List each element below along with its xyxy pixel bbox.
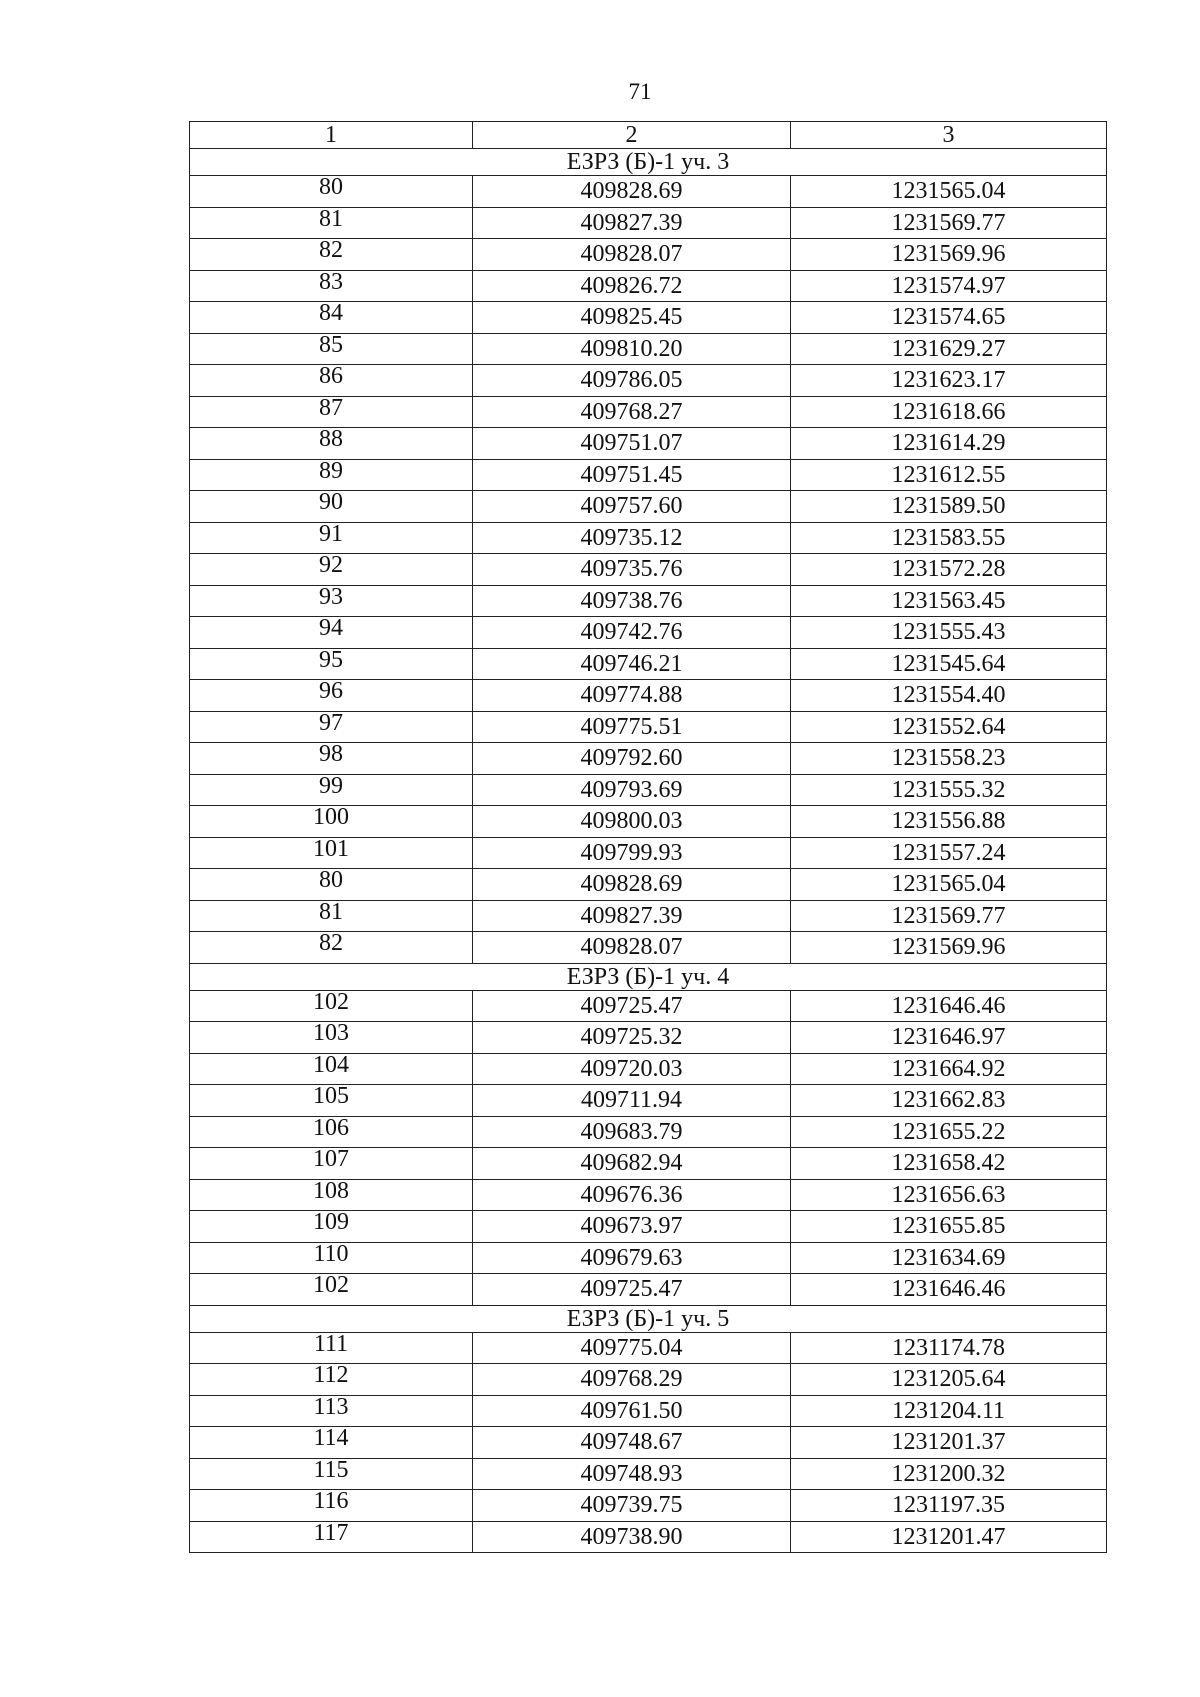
point-number-cell — [190, 176, 473, 208]
table-row — [190, 1148, 1107, 1180]
table-row — [190, 333, 1107, 365]
y-coordinate-cell: 1231574.65 — [791, 302, 1107, 334]
x-coordinate-cell: 409828.07 — [473, 932, 791, 964]
table-row — [190, 522, 1107, 554]
point-number: 93 — [319, 583, 343, 610]
point-number-cell — [190, 1427, 473, 1459]
y-coordinate-cell: 1231197.35 — [791, 1490, 1107, 1522]
point-number: 105 — [313, 1083, 349, 1110]
x-coordinate-cell: 409786.05 — [473, 365, 791, 397]
y-coordinate-cell: 1231655.85 — [791, 1211, 1107, 1243]
x-coordinate-cell: 409711.94 — [473, 1085, 791, 1117]
table-row — [190, 1085, 1107, 1117]
point-number-cell — [190, 1148, 473, 1180]
point-number-cell — [190, 207, 473, 239]
point-number-cell — [190, 1274, 473, 1306]
table-row — [190, 932, 1107, 964]
y-coordinate-cell: 1231583.55 — [791, 522, 1107, 554]
y-coordinate-cell: 1231555.43 — [791, 617, 1107, 649]
point-number-cell — [190, 1242, 473, 1274]
x-coordinate-cell: 409746.21 — [473, 648, 791, 680]
x-coordinate-cell: 409828.69 — [473, 869, 791, 901]
x-coordinate-cell: 409679.63 — [473, 1242, 791, 1274]
point-number: 88 — [319, 426, 343, 453]
point-number: 106 — [313, 1114, 349, 1141]
y-coordinate-cell: 1231565.04 — [791, 869, 1107, 901]
x-coordinate-cell: 409683.79 — [473, 1116, 791, 1148]
y-coordinate-cell: 1231662.83 — [791, 1085, 1107, 1117]
point-number: 91 — [319, 520, 343, 547]
y-coordinate-cell: 1231545.64 — [791, 648, 1107, 680]
point-number: 98 — [319, 741, 343, 768]
point-number: 103 — [313, 1020, 349, 1047]
x-coordinate-cell: 409735.12 — [473, 522, 791, 554]
header-col-3: 3 — [791, 122, 1107, 149]
header-col-1: 1 — [190, 122, 473, 149]
table-row — [190, 1490, 1107, 1522]
point-number: 111 — [313, 1330, 349, 1357]
point-number-cell — [190, 1521, 473, 1553]
page-number: 71 — [628, 79, 652, 104]
point-number: 97 — [319, 709, 343, 736]
table-row — [190, 239, 1107, 271]
table-row — [190, 428, 1107, 460]
point-number-cell — [190, 1364, 473, 1396]
point-number: 95 — [319, 646, 343, 673]
point-number: 87 — [319, 394, 343, 421]
x-coordinate-cell: 409799.93 — [473, 837, 791, 869]
y-coordinate-cell: 1231589.50 — [791, 491, 1107, 523]
point-number-cell — [190, 1116, 473, 1148]
table-row — [190, 270, 1107, 302]
table-row — [190, 617, 1107, 649]
point-number: 89 — [319, 457, 343, 484]
y-coordinate-cell: 1231557.24 — [791, 837, 1107, 869]
point-number-cell — [190, 711, 473, 743]
table-row — [190, 837, 1107, 869]
x-coordinate-cell: 409792.60 — [473, 743, 791, 775]
point-number: 80 — [319, 867, 343, 894]
point-number-cell — [190, 743, 473, 775]
table-row — [190, 990, 1107, 1022]
table-row — [190, 1053, 1107, 1085]
x-coordinate-cell: 409738.90 — [473, 1521, 791, 1553]
x-coordinate-cell: 409761.50 — [473, 1395, 791, 1427]
point-number-cell — [190, 1053, 473, 1085]
point-number: 112 — [313, 1362, 349, 1389]
point-number: 90 — [319, 489, 343, 516]
table-row — [190, 1211, 1107, 1243]
x-coordinate-cell: 409751.07 — [473, 428, 791, 460]
y-coordinate-cell: 1231565.04 — [791, 176, 1107, 208]
x-coordinate-cell: 409828.07 — [473, 239, 791, 271]
table-row — [190, 1458, 1107, 1490]
point-number-cell — [190, 617, 473, 649]
point-number-cell — [190, 932, 473, 964]
coordinates-table — [189, 121, 1107, 1553]
table-row — [190, 711, 1107, 743]
x-coordinate-cell: 409793.69 — [473, 774, 791, 806]
y-coordinate-cell: 1231658.42 — [791, 1148, 1107, 1180]
y-coordinate-cell: 1231558.23 — [791, 743, 1107, 775]
table-row — [190, 680, 1107, 712]
table-row — [190, 1022, 1107, 1054]
header-col-2: 2 — [473, 122, 791, 149]
table-row — [190, 774, 1107, 806]
table-row — [190, 1242, 1107, 1274]
point-number: 82 — [319, 237, 343, 264]
point-number: 101 — [313, 835, 349, 862]
point-number: 114 — [313, 1425, 349, 1452]
section-row — [190, 1305, 1107, 1332]
table-row — [190, 365, 1107, 397]
point-number-cell — [190, 774, 473, 806]
table-row — [190, 176, 1107, 208]
point-number: 96 — [319, 678, 343, 705]
table-row — [190, 1332, 1107, 1364]
x-coordinate-cell: 409757.60 — [473, 491, 791, 523]
table-header-row — [190, 122, 1107, 149]
x-coordinate-cell: 409673.97 — [473, 1211, 791, 1243]
point-number: 110 — [313, 1240, 349, 1267]
point-number-cell — [190, 554, 473, 586]
y-coordinate-cell: 1231200.32 — [791, 1458, 1107, 1490]
point-number: 115 — [313, 1456, 349, 1483]
x-coordinate-cell: 409739.75 — [473, 1490, 791, 1522]
point-number: 102 — [313, 988, 349, 1015]
y-coordinate-cell: 1231572.28 — [791, 554, 1107, 586]
y-coordinate-cell: 1231554.40 — [791, 680, 1107, 712]
point-number-cell — [190, 459, 473, 491]
table-row — [190, 1116, 1107, 1148]
point-number-cell — [190, 837, 473, 869]
point-number: 92 — [319, 552, 343, 579]
point-number-cell — [190, 648, 473, 680]
point-number: 81 — [319, 205, 343, 232]
point-number-cell — [190, 522, 473, 554]
point-number: 86 — [319, 363, 343, 390]
point-number: 85 — [319, 331, 343, 358]
point-number-cell — [190, 333, 473, 365]
y-coordinate-cell: 1231569.77 — [791, 207, 1107, 239]
x-coordinate-cell: 409768.29 — [473, 1364, 791, 1396]
y-coordinate-cell: 1231664.92 — [791, 1053, 1107, 1085]
x-coordinate-cell: 409775.04 — [473, 1332, 791, 1364]
y-coordinate-cell: 1231646.46 — [791, 990, 1107, 1022]
point-number-cell — [190, 585, 473, 617]
y-coordinate-cell: 1231555.32 — [791, 774, 1107, 806]
y-coordinate-cell: 1231574.97 — [791, 270, 1107, 302]
point-number-cell — [190, 1458, 473, 1490]
x-coordinate-cell: 409826.72 — [473, 270, 791, 302]
point-number-cell — [190, 239, 473, 271]
point-number-cell — [190, 1332, 473, 1364]
table-row — [190, 1364, 1107, 1396]
table-row — [190, 207, 1107, 239]
y-coordinate-cell: 1231656.63 — [791, 1179, 1107, 1211]
point-number-cell — [190, 1179, 473, 1211]
table-row — [190, 459, 1107, 491]
point-number-cell — [190, 491, 473, 523]
point-number-cell — [190, 1211, 473, 1243]
point-number: 83 — [319, 268, 343, 295]
x-coordinate-cell: 409827.39 — [473, 207, 791, 239]
table-row — [190, 1179, 1107, 1211]
y-coordinate-cell: 1231655.22 — [791, 1116, 1107, 1148]
table-row — [190, 585, 1107, 617]
x-coordinate-cell: 409748.67 — [473, 1427, 791, 1459]
x-coordinate-cell: 409800.03 — [473, 806, 791, 838]
point-number: 94 — [319, 615, 343, 642]
point-number: 81 — [319, 898, 343, 925]
x-coordinate-cell: 409751.45 — [473, 459, 791, 491]
table-row — [190, 869, 1107, 901]
x-coordinate-cell: 409810.20 — [473, 333, 791, 365]
table-row — [190, 1521, 1107, 1553]
point-number-cell — [190, 1085, 473, 1117]
point-number-cell — [190, 806, 473, 838]
section-row — [190, 149, 1107, 176]
y-coordinate-cell: 1231623.17 — [791, 365, 1107, 397]
x-coordinate-cell: 409682.94 — [473, 1148, 791, 1180]
table-row — [190, 491, 1107, 523]
point-number-cell — [190, 869, 473, 901]
y-coordinate-cell: 1231614.29 — [791, 428, 1107, 460]
x-coordinate-cell: 409774.88 — [473, 680, 791, 712]
table-row — [190, 806, 1107, 838]
point-number: 108 — [313, 1177, 349, 1204]
point-number: 102 — [313, 1272, 349, 1299]
x-coordinate-cell: 409775.51 — [473, 711, 791, 743]
point-number: 80 — [319, 174, 343, 201]
y-coordinate-cell: 1231201.47 — [791, 1521, 1107, 1553]
section-title: ЕЗРЗ (Б)-1 уч. 3 — [190, 149, 1107, 176]
x-coordinate-cell: 409742.76 — [473, 617, 791, 649]
x-coordinate-cell: 409725.47 — [473, 1274, 791, 1306]
point-number-cell — [190, 990, 473, 1022]
y-coordinate-cell: 1231174.78 — [791, 1332, 1107, 1364]
point-number: 116 — [313, 1488, 349, 1515]
y-coordinate-cell: 1231569.96 — [791, 932, 1107, 964]
y-coordinate-cell: 1231201.37 — [791, 1427, 1107, 1459]
y-coordinate-cell: 1231634.69 — [791, 1242, 1107, 1274]
y-coordinate-cell: 1231204.11 — [791, 1395, 1107, 1427]
y-coordinate-cell: 1231552.64 — [791, 711, 1107, 743]
point-number: 100 — [313, 804, 349, 831]
y-coordinate-cell: 1231569.77 — [791, 900, 1107, 932]
x-coordinate-cell: 409738.76 — [473, 585, 791, 617]
point-number-cell — [190, 365, 473, 397]
point-number-cell — [190, 396, 473, 428]
point-number-cell — [190, 270, 473, 302]
point-number: 84 — [319, 300, 343, 327]
x-coordinate-cell: 409768.27 — [473, 396, 791, 428]
coordinates-table-body — [190, 122, 1107, 1553]
point-number-cell — [190, 428, 473, 460]
table-row — [190, 900, 1107, 932]
table-row — [190, 743, 1107, 775]
table-row — [190, 648, 1107, 680]
table-row — [190, 554, 1107, 586]
section-title: ЕЗРЗ (Б)-1 уч. 4 — [190, 963, 1107, 990]
point-number-cell — [190, 1022, 473, 1054]
table-row — [190, 302, 1107, 334]
x-coordinate-cell: 409827.39 — [473, 900, 791, 932]
point-number: 107 — [313, 1146, 349, 1173]
table-row — [190, 1274, 1107, 1306]
point-number-cell — [190, 680, 473, 712]
x-coordinate-cell: 409676.36 — [473, 1179, 791, 1211]
x-coordinate-cell: 409735.76 — [473, 554, 791, 586]
y-coordinate-cell: 1231629.27 — [791, 333, 1107, 365]
point-number: 82 — [319, 930, 343, 957]
table-row — [190, 396, 1107, 428]
y-coordinate-cell: 1231569.96 — [791, 239, 1107, 271]
y-coordinate-cell: 1231205.64 — [791, 1364, 1107, 1396]
point-number: 113 — [313, 1393, 349, 1420]
y-coordinate-cell: 1231618.66 — [791, 396, 1107, 428]
y-coordinate-cell: 1231556.88 — [791, 806, 1107, 838]
y-coordinate-cell: 1231612.55 — [791, 459, 1107, 491]
point-number: 104 — [313, 1051, 349, 1078]
x-coordinate-cell: 409825.45 — [473, 302, 791, 334]
table-row — [190, 1427, 1107, 1459]
y-coordinate-cell: 1231563.45 — [791, 585, 1107, 617]
x-coordinate-cell: 409748.93 — [473, 1458, 791, 1490]
section-row — [190, 963, 1107, 990]
point-number: 99 — [319, 772, 343, 799]
y-coordinate-cell: 1231646.46 — [791, 1274, 1107, 1306]
point-number-cell — [190, 302, 473, 334]
x-coordinate-cell: 409725.32 — [473, 1022, 791, 1054]
point-number: 109 — [313, 1209, 349, 1236]
point-number: 117 — [313, 1519, 349, 1546]
x-coordinate-cell: 409720.03 — [473, 1053, 791, 1085]
section-title: ЕЗРЗ (Б)-1 уч. 5 — [190, 1305, 1107, 1332]
point-number-cell — [190, 1395, 473, 1427]
x-coordinate-cell: 409725.47 — [473, 990, 791, 1022]
y-coordinate-cell: 1231646.97 — [791, 1022, 1107, 1054]
x-coordinate-cell: 409828.69 — [473, 176, 791, 208]
point-number-cell — [190, 1490, 473, 1522]
point-number-cell — [190, 900, 473, 932]
table-row — [190, 1395, 1107, 1427]
